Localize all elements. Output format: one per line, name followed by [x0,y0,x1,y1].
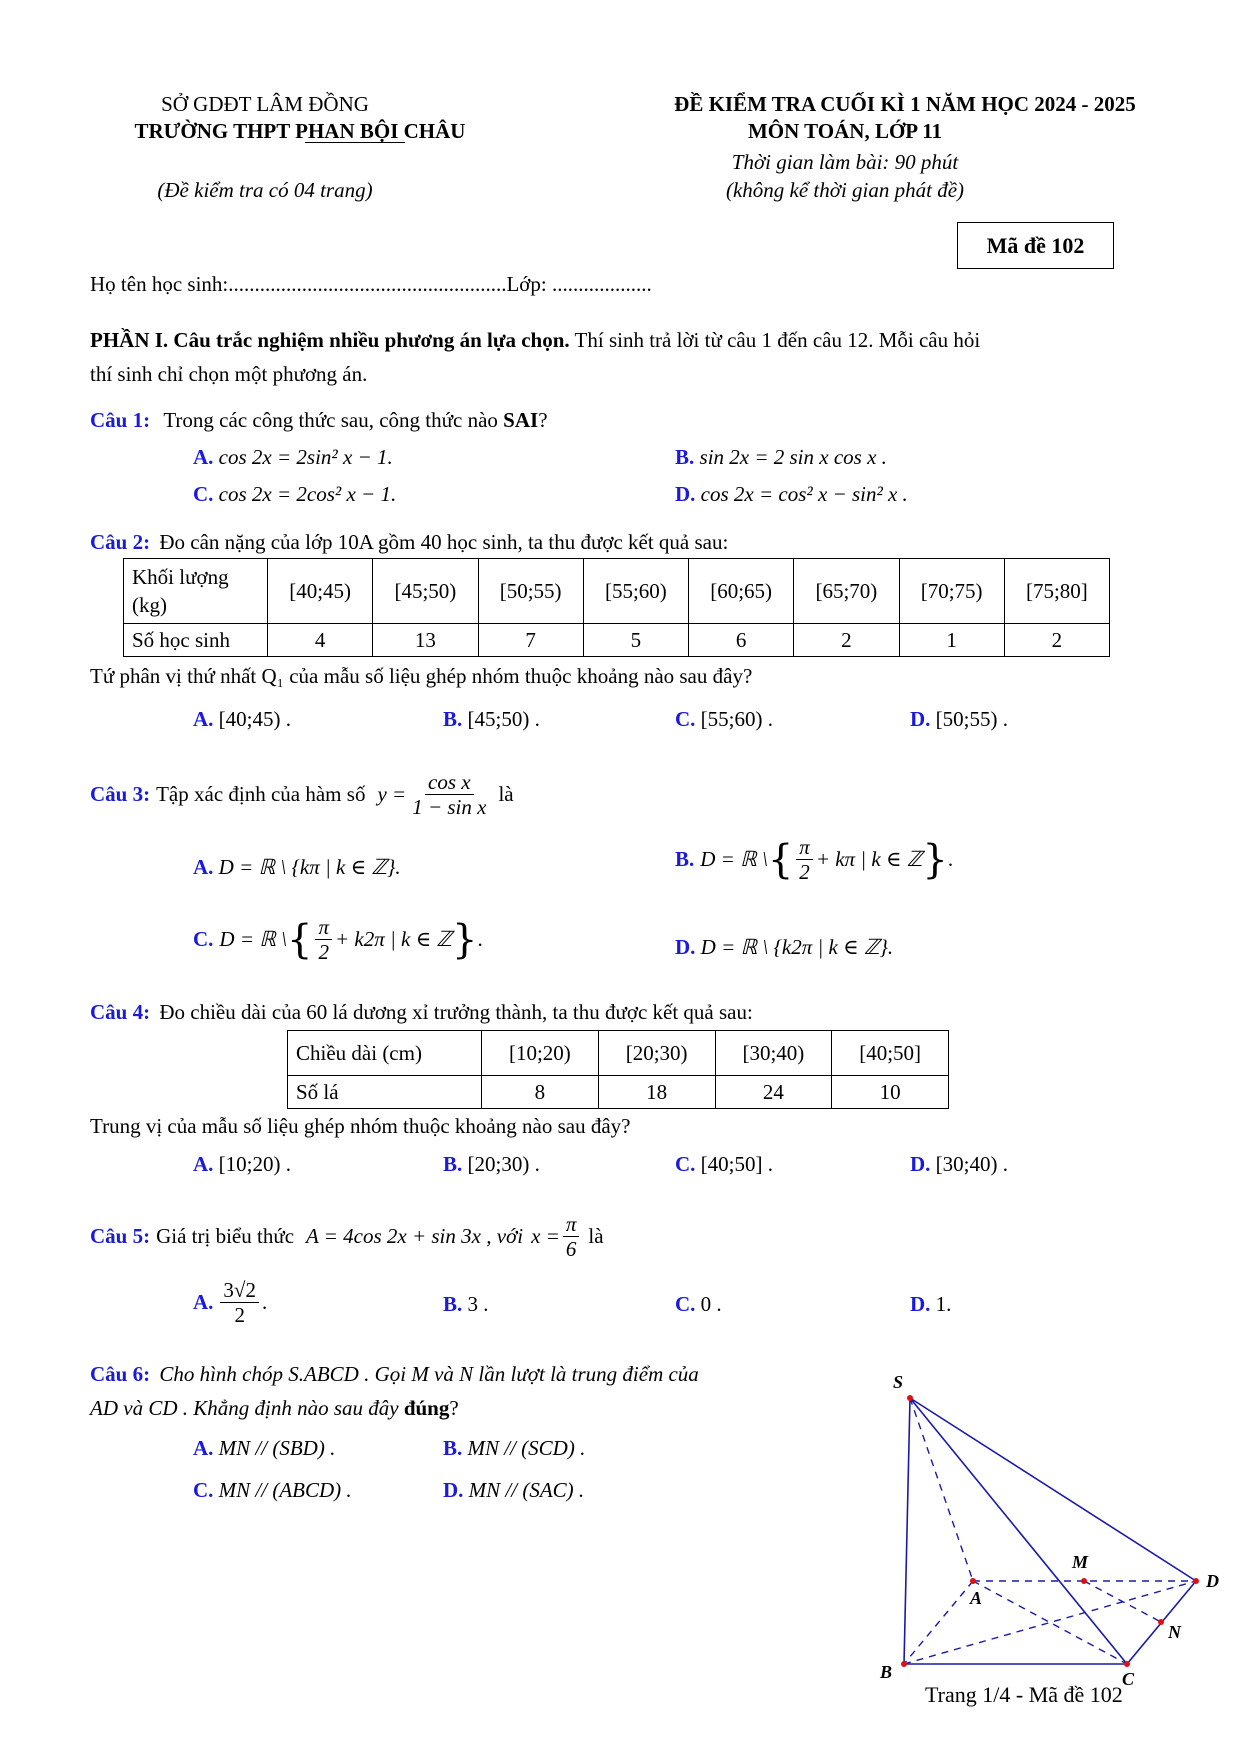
q2-interval: [50;55) [478,559,583,624]
option-label: D. [675,935,696,959]
fraction-denominator: 2 [234,1303,245,1328]
option-text: 1. [935,1292,952,1316]
q5-option-b[interactable] [443,1292,489,1317]
expression: A = 4cos 2x + sin 3x , với [306,1224,524,1249]
option-text-pre: D = ℝ \ [219,927,287,952]
point-B [901,1661,907,1667]
q4-count: 18 [598,1076,715,1109]
label-S: S [893,1372,904,1392]
option-label: B. [675,445,695,469]
fraction-numerator: π [796,835,813,860]
question-6-label: Câu 6: [90,1362,151,1386]
question-3-label: Câu 3: [90,782,151,807]
student-info-line: Họ tên học sinh:.....................................................Lớp: ................... [90,272,652,296]
question-4-text: Đo chiều dài của 60 lá dương xỉ trưởng thành, ta thu được kết quả sau: [159,1000,753,1024]
fraction-numerator: 3√2 [220,1278,259,1303]
question-5-label: Câu 5: [90,1224,151,1249]
q4-interval: [40;50] [832,1031,949,1076]
right-brace: } [452,916,478,963]
option-label: C. [193,482,214,506]
q3-option-d[interactable] [675,935,893,960]
option-label: D. [443,1478,464,1502]
point-N [1158,1619,1164,1625]
point-C [1124,1661,1130,1667]
option-label: A. [193,855,214,879]
q3-option-b[interactable]: B. D = ℝ \ { $\frac{\pi}{2}$ + kπ | k ∈ ℤ } . [675,835,954,885]
label-A: A [970,1588,983,1608]
q2-count: 13 [373,624,478,657]
q4-row2-head: Số lá [288,1076,482,1109]
q2-option-a[interactable] [193,707,291,732]
option-text: [40;45) . [218,707,291,731]
school-name-text: TRƯỜNG THPT PHAN BỘI CHÂU [134,119,466,143]
question-6-emph: đúng [403,1396,450,1420]
option-label: B. [443,1436,463,1460]
q1-option-d[interactable] [675,482,908,507]
q2-row-mass [124,559,1110,624]
question-1-emph: SAI [503,408,539,432]
q2-table [123,558,1110,657]
q6-option-d[interactable] [443,1478,584,1503]
time-note: (không kể thời gian phát đề) [725,178,965,202]
option-label: C. [193,1478,214,1502]
option-text: cos 2x = 2sin² x − 1. [218,445,393,469]
q4-option-d[interactable] [910,1152,1008,1177]
option-text-post: + k2π | k ∈ ℤ [334,927,453,952]
question-4 [90,1000,753,1025]
left-brace: { [286,916,313,963]
question-1-label: Câu 1: [90,408,151,432]
edge-AB [904,1581,973,1664]
q2-option-d[interactable] [910,707,1008,732]
q2-question: Tứ phân vị thứ nhất Q₁ của mẫu số liệu ghép nhóm thuộc khoảng nào sau đây? [90,664,753,688]
option-label: B. [675,847,695,872]
option-text: 0 . [700,1292,722,1316]
part1-instructions [90,328,980,353]
edge-SD [910,1398,1196,1581]
question-6-end: ? [449,1396,459,1420]
option-text: [50;55) . [935,707,1008,731]
right-brace: } [922,836,948,883]
question-4-label: Câu 4: [90,1000,151,1024]
question-6-line2 [90,1396,459,1421]
question-6-text: Cho hình chóp S.ABCD . Gọi M và N lần lượt là trung điểm của [159,1362,699,1386]
q2-option-b[interactable] [443,707,540,732]
exam-title: ĐỀ KIỂM TRA CUỐI KÌ 1 NĂM HỌC 2024 - 2025 [674,92,1136,116]
q2-count: 2 [794,624,899,657]
label-M: M [1072,1552,1089,1572]
question-2-text: Đo cân nặng của lớp 10A gồm 40 học sinh, ta thu được kết quả sau: [159,530,729,554]
question-5 [90,1212,604,1261]
option-label: A. [193,1436,214,1460]
q5-option-c[interactable] [675,1292,722,1317]
question-1 [90,408,548,433]
q2-count: 5 [583,624,688,657]
q6-option-b[interactable] [443,1436,585,1461]
q1-option-c[interactable] [193,482,396,507]
fraction-denominator: 2 [799,860,810,885]
time-limit: Thời gian làm bài: 90 phút [731,150,959,174]
question-5-end: là [588,1224,604,1249]
label-D: D [1206,1571,1219,1591]
point-D [1193,1578,1199,1584]
option-text: MN // (SAC) . [468,1478,585,1502]
option-label: C. [675,707,696,731]
option-text: [20;30) . [467,1152,540,1176]
q2-row2-head: Số học sinh [124,624,268,657]
fraction-denominator: 2 [318,940,329,965]
q1-option-a[interactable] [193,445,393,470]
segment-MN [1084,1581,1161,1622]
dept-name: SỞ GDĐT LÂM ĐỒNG [161,92,369,116]
q2-count: 1 [899,624,1004,657]
question-3-text: Tập xác định của hàm số [156,782,366,807]
edge-BD [904,1581,1196,1664]
question-3 [90,770,514,819]
q4-row-count [288,1076,949,1109]
q4-interval: [30;40) [715,1031,832,1076]
part1-desc-line2: thí sinh chỉ chọn một phương án. [90,362,368,386]
q2-count: 6 [689,624,794,657]
question-1-end: ? [538,408,548,432]
option-text: cos 2x = 2cos² x − 1. [218,482,397,506]
fraction-numerator: π [315,915,332,940]
option-text-pre: D = ℝ \ [700,847,768,872]
question-5-text: Giá trị biểu thức [156,1224,295,1249]
q2-count: 4 [268,624,373,657]
q2-interval: [55;60) [583,559,688,624]
q2-count: 7 [478,624,583,657]
fraction-numerator: π [563,1212,580,1237]
option-label: A. [193,1152,214,1176]
point-S [907,1395,913,1401]
option-label: A. [193,445,214,469]
q4-count: 10 [832,1076,949,1109]
q1-option-b[interactable] [675,445,887,470]
option-text: [45;50) . [467,707,540,731]
pyramid-figure [860,1370,1240,1730]
part1-desc: Thí sinh trả lời từ câu 1 đến câu 12. Mỗi câu hỏi [569,328,981,352]
three-root-two-over-two [220,1278,259,1327]
option-text: D = ℝ \ {k2π | k ∈ ℤ}. [700,935,894,959]
q2-interval: [40;45) [268,559,373,624]
option-label: C. [675,1292,696,1316]
question-3-end: là [498,782,514,807]
option-text: [10;20) . [218,1152,291,1176]
q5-option-a[interactable]: A. $\frac{3√2}{2}$ . [193,1278,268,1328]
function-fraction [409,770,489,819]
q4-count: 8 [482,1076,599,1109]
edge-AC [973,1581,1127,1664]
edge-SB [904,1398,910,1664]
q2-interval: [60;65) [689,559,794,624]
question-6 [90,1362,699,1387]
option-text: MN // (SBD) . [218,1436,336,1460]
pi-over-2-fraction [315,915,332,964]
option-text-post: + kπ | k ∈ ℤ [815,847,923,872]
fraction-denominator: 6 [565,1237,577,1262]
q2-count: 2 [1004,624,1109,657]
label-N: N [1168,1622,1181,1642]
x-equals: x = [531,1224,560,1249]
q4-count: 24 [715,1076,832,1109]
subject-title: MÔN TOÁN, LỚP 11 [747,119,943,143]
q3-option-c[interactable]: C. D = ℝ \ { $\frac{\pi}{2}$ + k2π | k ∈ ℤ } . [193,915,483,965]
option-label: D. [675,482,696,506]
option-label: B. [443,1292,463,1316]
label-C: C [1122,1669,1135,1689]
option-label: C. [675,1152,696,1176]
q2-interval: [75;80] [1004,559,1109,624]
edge-SC [910,1398,1127,1664]
option-label: A. [193,707,214,731]
q4-row-length [288,1031,949,1076]
option-label: B. [443,707,463,731]
pages-note: (Đề kiểm tra có 04 trang) [157,178,373,202]
option-label: D. [910,1292,931,1316]
option-text: [30;40) . [935,1152,1008,1176]
option-label: B. [443,1152,463,1176]
option-text: sin 2x = 2 sin x cos x . [699,445,887,469]
fraction-numerator: cos x [425,770,474,795]
label-B: B [880,1662,893,1682]
page-footer: Trang 1/4 - Mã đề 102 [925,1682,1123,1707]
exam-code-box: Mã đề 102 [957,222,1114,269]
q4-option-b[interactable] [443,1152,540,1177]
question-2-label: Câu 2: [90,530,151,554]
q4-interval: [20;30) [598,1031,715,1076]
point-A [970,1578,976,1584]
part1-title: PHẦN I. Câu trắc nghiệm nhiều phương án lựa chọn. [90,328,570,352]
q2-interval: [70;75) [899,559,1004,624]
q2-row-count [124,624,1110,657]
pi-over-2-fraction [796,835,813,884]
option-text: D = ℝ \ {kπ | k ∈ ℤ}. [218,855,401,879]
option-text: [40;50] . [700,1152,773,1176]
q2-row1-head: Khối lượng (kg) [124,559,268,624]
option-text: cos 2x = cos² x − sin² x . [700,482,908,506]
point-M [1081,1578,1087,1584]
q6-option-c[interactable] [193,1478,352,1503]
option-label: D. [910,1152,931,1176]
q4-option-c[interactable] [675,1152,773,1177]
pi-over-6-fraction [563,1212,580,1261]
option-text: MN // (ABCD) . [218,1478,352,1502]
q6-option-a[interactable] [193,1436,335,1461]
option-text: [55;60) . [700,707,773,731]
option-label: A. [193,1290,214,1315]
school-name [90,119,510,144]
fraction-denominator: 1 − sin x [412,795,487,820]
q3-option-a[interactable] [193,855,401,880]
q4-row1-head: Chiều dài (cm) [288,1031,482,1076]
q4-option-a[interactable] [193,1152,291,1177]
question-6-text2: AD và CD . Khẳng định nào sau đây [90,1396,404,1420]
edge-SA [910,1398,973,1581]
option-text: 3 . [467,1292,489,1316]
left-brace: { [767,836,794,883]
q4-interval: [10;20) [482,1031,599,1076]
function-y: y = [377,782,407,807]
q4-table [287,1030,949,1109]
option-label: D. [910,707,931,731]
q2-interval: [65;70) [794,559,899,624]
q5-option-d[interactable] [910,1292,951,1317]
question-2 [90,530,728,555]
q2-interval: [45;50) [373,559,478,624]
question-1-text: Trong các công thức sau, công thức nào [163,408,504,432]
school-underline [305,142,405,143]
option-label: C. [193,927,214,952]
q2-option-c[interactable] [675,707,773,732]
q4-question: Trung vị của mẫu số liệu ghép nhóm thuộc khoảng nào sau đây? [90,1114,631,1138]
option-text: MN // (SCD) . [467,1436,586,1460]
